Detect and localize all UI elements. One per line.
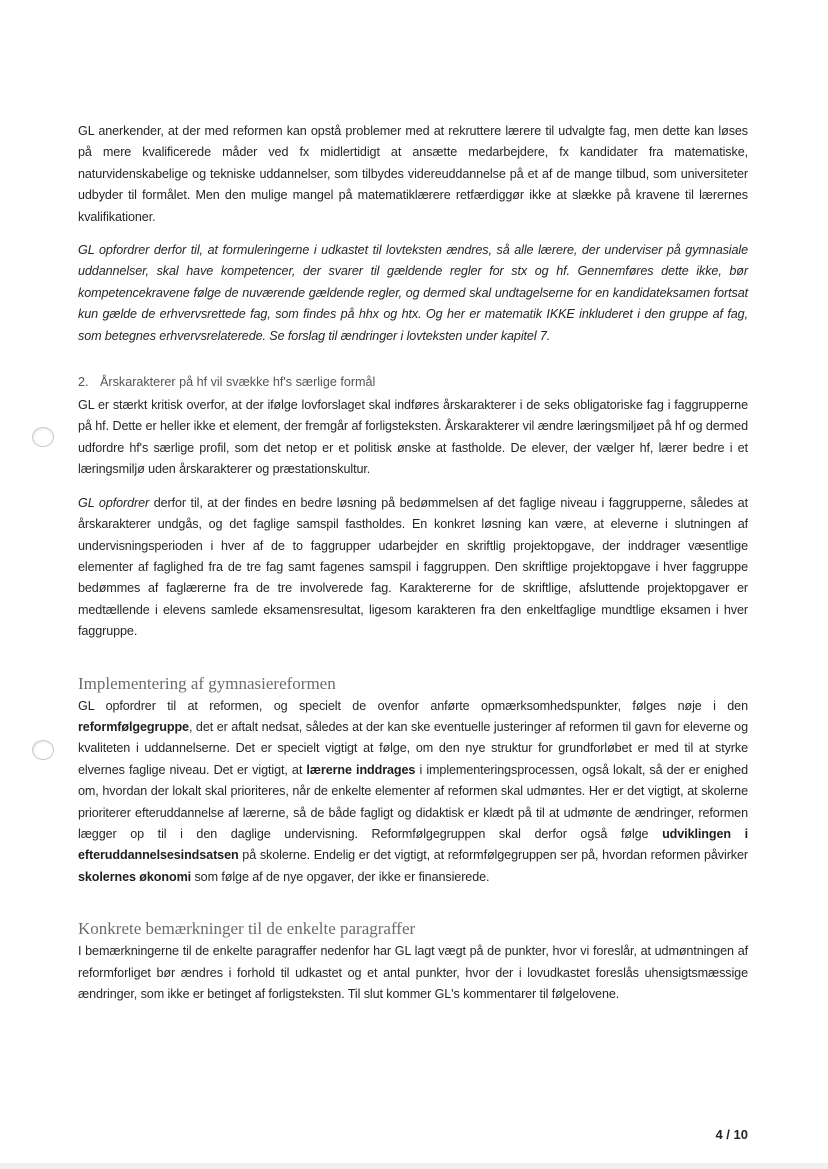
heading-konkrete-bemaerkninger: Konkrete bemærkninger til de enkelte paragraffer: [78, 919, 416, 939]
section-2-number: 2.: [78, 375, 89, 390]
section-2-title: Årskarakterer på hf vil svække hf's særlige formål: [100, 375, 376, 390]
comment-marker-icon[interactable]: [32, 740, 54, 760]
text-run: GL opfordrer til at reformen, og specielt de ovenfor anførte opmærksomhedspunkter, følges nøje i den: [78, 698, 748, 713]
paragraph-konkrete: I bemærkningerne til de enkelte paragraffer nedenfor har GL lagt vægt på de punkter, hvor vi foreslår, at udmøntningen af reformforliget bør ændres i forhold til udkastet og et antal punkter, hvor der i lovudkastet foreslås uhensigtsmæssige ændringer, som ikke er betinget af forligsteksten. Til slut kommer GL's kommentarer til følgelovene.: [78, 944, 748, 1001]
bold-skolernes-okonomi: skolernes økonomi: [78, 869, 192, 884]
paragraph-implementering: [78, 696, 748, 889]
paragraph-recruitment: GL anerkender, at der med reformen kan opstå problemer med at rekruttere lærere til udvalgte fag, men dette kan løses på mere kvalificerede måder ved fx midlertidigt at ansætte medarbejdere, fx kandidater fra matematiske, naturvidenskabelige og tekniske uddannelser, som tilbydes videreuddannelse på et af de mange tilbud, som universiteter udbyder til formålet. Men den mulige mangel på matematiklærere retfærdiggør ikke at slække på kravene til lærernes kvalifikationer.: [78, 124, 748, 224]
text-run: som følge af de nye opgaver, der ikke er finansierede.: [191, 869, 490, 884]
section-2-heading: [78, 373, 748, 392]
heading-implementering: Implementering af gymnasiereformen: [78, 673, 336, 693]
paragraph-annual-grades: GL er stærkt kritisk overfor, at der ifølge lovforslaget skal indføres årskarakterer i de seks obligatoriske fag i faggrupperne på hf. Dette er heller ikke et element, der fremgår af forligsteksten. Årskarakterer vil ændre læringsmiljøet på hf og dermed udfordre hf's særlige profil, som det netop er et politisk ønske at fastholde. De elever, der vælger hf, lærer bedre i et læringsmiljø uden årskarakterer og præstationskultur.: [78, 398, 748, 477]
page-number: 4 / 10: [715, 1127, 748, 1142]
gl-opfordrer-lead: GL opfordrer: [78, 495, 150, 510]
bold-reformfolgegruppe: reformfølgegruppe: [78, 719, 189, 734]
page-content: [78, 121, 748, 1005]
paragraph-gl-recommendation-hf-text: derfor til, at der findes en bedre løsning på bedømmelsen af det faglige niveau i faggrupperne, således at årskarakterer undgås, og det faglige samspil fastholdes. En konkret løsning kan være, at eleverne i slutningen af undervisningsperioden i hver af de to faggrupper udarbejder en skriftlig projektopgave, der inddrager væsentlige elementer af faglighed fra de tre fag samt fagenes samspil i faggruppen. Den skriftlige projektopgave i hver faggruppe bedømmes af faglærerne fra de tre involverede fag. Karaktererne for de skriftlige, afsluttende projektopgaver er medtællende i elevens samlede eksamensresultat, ligesom karakteren fra den enkeltfaglige mundtlige eksamen i hver faggruppe.: [78, 495, 748, 639]
bold-laererne-inddrages: lærerne inddrages: [306, 762, 416, 777]
text-run: i implementeringsprocessen, også lokalt, så der er enighed om, hvordan der lokalt skal prioriteres, når de enkelte elementer af reformen skal udmøntes. Her er det vigtigt, at skolerne prioriterer efteruddannelse af lærerne, så de både fagligt og didaktisk er klædt på til at udmønte de ændringer, reformen lægger op til i den daglige undervisning. Reformfølgegruppen skal derfor også følge: [78, 762, 748, 841]
comment-marker-icon[interactable]: [32, 427, 54, 447]
paragraph-gl-recommendation-hf: [78, 493, 748, 643]
text-run: på skolerne. Endelig er det vigtigt, at reformfølgegruppen ser på, hvordan reformen påvirker: [238, 848, 748, 863]
page-bottom-edge: [0, 1163, 828, 1169]
paragraph-recommendation-qualifications: GL opfordrer derfor til, at formuleringerne i udkastet til lovteksten ændres, så alle lærere, der underviser på gymnasiale uddannelser, skal have kompetencer, der svarer til gældende regler for stx og hf. Gennemføres dette ikke, bør kompetencekravene følge de nuværende gældende regler, og dermed skal undtagelserne for en kandidateksamen fortsat kun gælde de erhvervsrettede fag, som findes på hhx og htx. Og her er matematik IKKE inkluderet i den gruppe af fag, som betegnes erhvervsrelaterede. Se forslag til ændringer i lovteksten under kapitel 7.: [78, 243, 748, 343]
bold-efteruddannelse: udviklingen i efteruddannelsesindsatsen: [78, 826, 748, 863]
text-run: , det er aftalt nedsat, således at der kan ske eventuelle justeringer af reformen til gavn for eleverne og kvaliteten i uddannelserne. Det er specielt vigtigt at følge, om den nye struktur for grundforløbet er med til at styrke elvernes faglige niveau. Det er vigtigt, at: [78, 719, 748, 777]
